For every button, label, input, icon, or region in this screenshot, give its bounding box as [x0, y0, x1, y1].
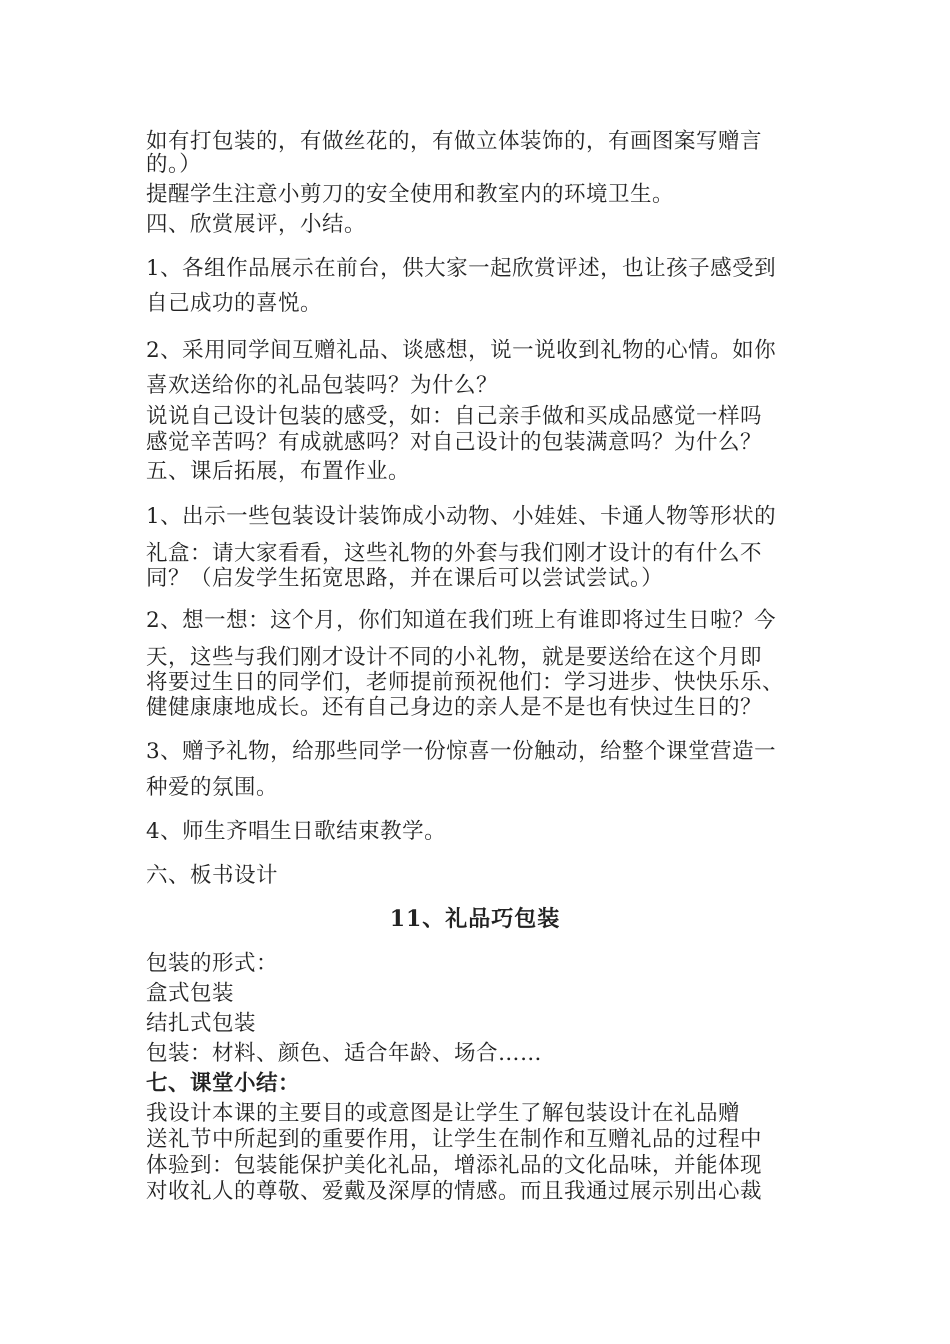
text-line: 自己成功的喜悦。 — [146, 291, 323, 316]
text-line: 对收礼人的尊敬、爱戴及深厚的情感。而且我通过展示别出心裁 — [146, 1179, 763, 1204]
text-line: 体验到：包装能保护美化礼品，增添礼品的文化品味，并能体现 — [146, 1153, 763, 1178]
section-heading: 四、欣赏展评，小结。 — [146, 212, 367, 237]
text-line: 礼盒：请大家看看，这些礼物的外套与我们刚才设计的有什么不 — [146, 541, 763, 566]
text-line: 同？（启发学生拓宽思路，并在课后可以尝试尝试。） — [146, 566, 664, 591]
text-line: 送礼节中所起到的重要作用，让学生在制作和互赠礼品的过程中 — [146, 1127, 763, 1152]
text-line: 天，这些与我们刚才设计不同的小礼物，就是要送给在这个月即 — [146, 645, 763, 670]
section-heading: 五、课后拓展，布置作业。 — [146, 459, 411, 484]
section-heading: 七、课堂小结： — [146, 1071, 301, 1096]
text-line: 感觉辛苦吗？有成就感吗？对自己设计的包装满意吗？为什么？ — [146, 430, 763, 455]
board-title: 11、礼品巧包装 — [389, 906, 561, 932]
text-line: 包装：材料、颜色、适合年龄、场合…… — [146, 1041, 543, 1066]
text-line: 3、赠予礼物，给那些同学一份惊喜一份触动，给整个课堂营造一 — [146, 739, 777, 764]
text-line: 2、采用同学间互赠礼品、谈感想，说一说收到礼物的心情。如你 — [146, 338, 777, 363]
text-line: 说说自己设计包装的感受，如：自己亲手做和买成品感觉一样吗 — [146, 404, 763, 429]
text-line: 1、各组作品展示在前台，供大家一起欣赏评述，也让孩子感受到 — [146, 256, 777, 281]
text-line: 喜欢送给你的礼品包装吗？为什么？ — [146, 373, 499, 398]
text-line: 健健康康地成长。还有自己身边的亲人是不是也有快过生日的？ — [146, 695, 763, 720]
text-line: 结扎式包装 — [146, 1011, 257, 1036]
text-line: 提醒学生注意小剪刀的安全使用和教室内的环境卫生。 — [146, 182, 675, 207]
text-line: 包装的形式： — [146, 951, 279, 976]
text-line: 种爱的氛围。 — [146, 775, 279, 800]
section-heading: 六、板书设计 — [146, 863, 279, 888]
text-line: 如有打包装的，有做丝花的，有做立体装饰的，有画图案写赠言 — [146, 129, 763, 154]
text-line: 我设计本课的主要目的或意图是让学生了解包装设计在礼品赠 — [146, 1101, 741, 1126]
text-line: 的。） — [146, 152, 202, 177]
text-line: 盒式包装 — [146, 981, 235, 1006]
text-line: 4、师生齐唱生日歌结束教学。 — [146, 819, 447, 844]
text-line: 1、出示一些包装设计装饰成小动物、小娃娃、卡通人物等形状的 — [146, 504, 777, 529]
text-line: 将要过生日的同学们，老师提前预祝他们：学习进步、快快乐乐、 — [146, 670, 785, 695]
text-line: 2、想一想：这个月，你们知道在我们班上有谁即将过生日啦？今 — [146, 608, 777, 633]
